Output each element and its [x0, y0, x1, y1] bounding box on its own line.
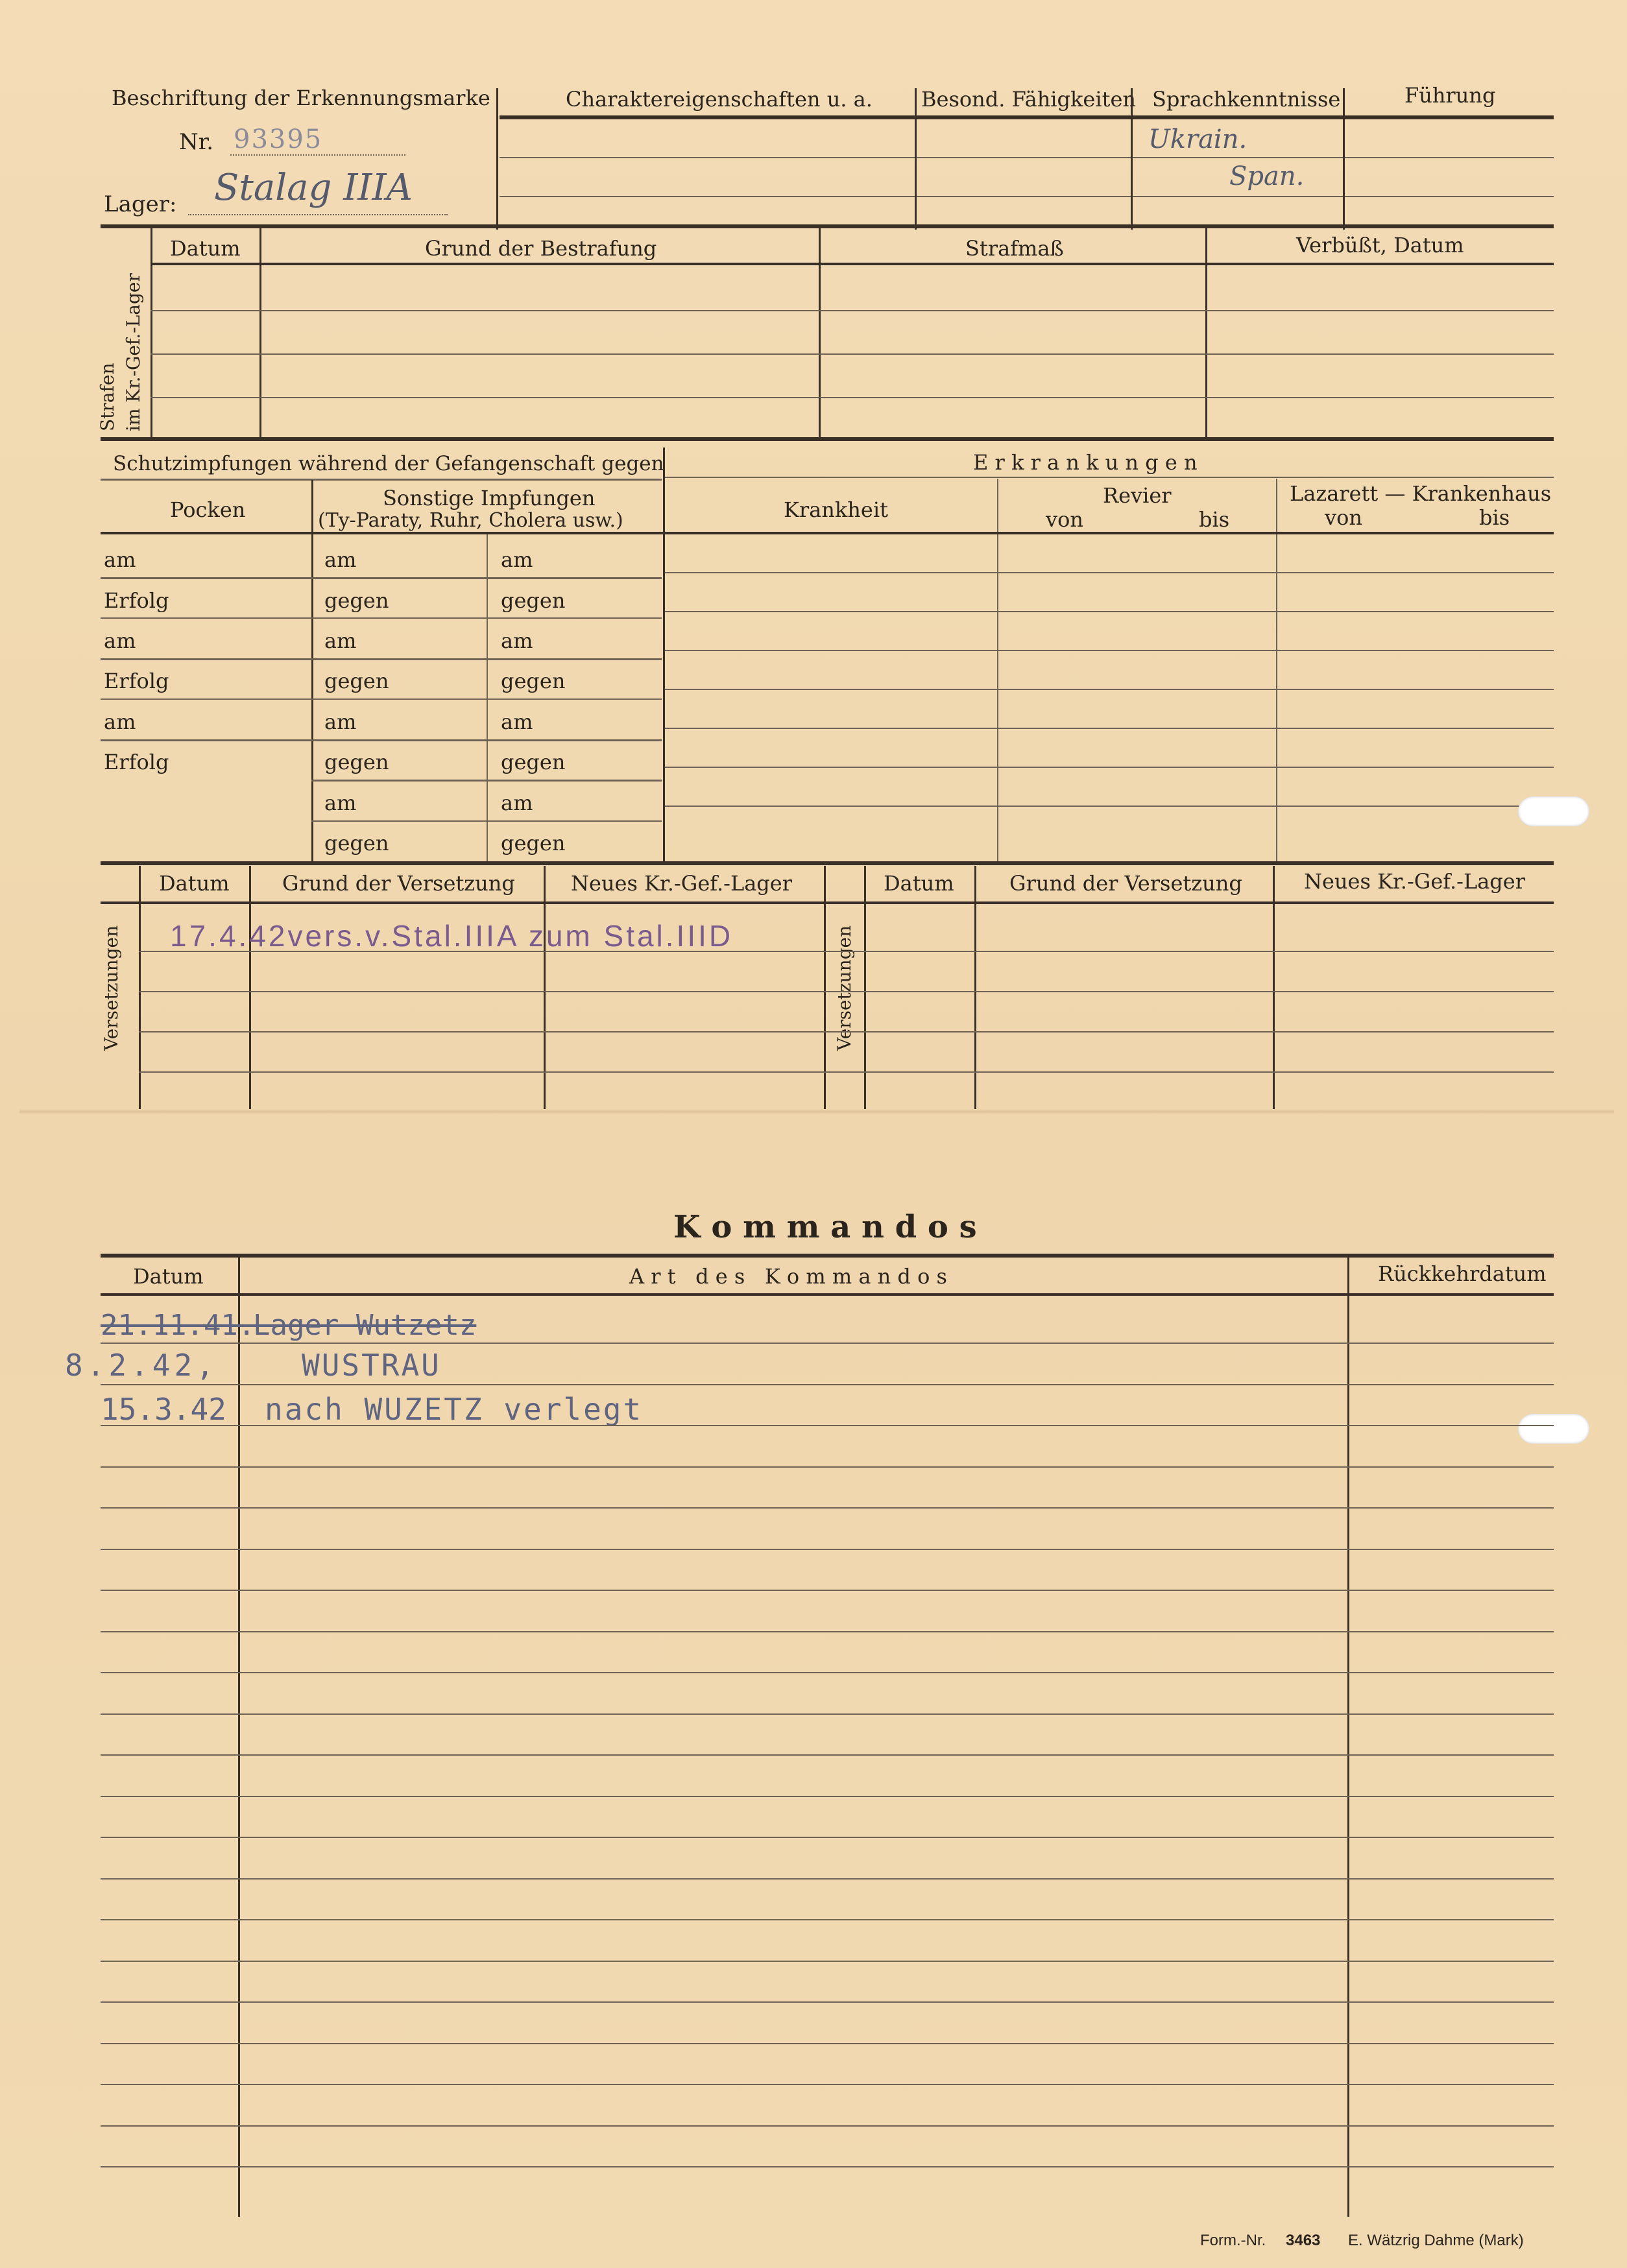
kom-row-rule [101, 1466, 1554, 1468]
label-lager: Lager: [104, 191, 177, 217]
sonst-gegen-1a: gegen [324, 588, 389, 613]
punch-hole-1 [1518, 796, 1589, 826]
impfungen-title: Schutzimpfungen während der Gefangenschaft gegen [113, 452, 664, 475]
strafen-col-verbuesst: Verbüßt, Datum [1296, 233, 1464, 257]
kom-entry-1-datum: 21.11.41. [101, 1309, 256, 1342]
kom-col-art: A r t d e s K o m m a n d o s [629, 1264, 947, 1289]
erk-col-lazarett: Lazarett — Krankenhaus [1290, 481, 1552, 506]
top-vline-4 [1343, 88, 1345, 230]
sonst-gegen-3b: gegen [501, 750, 566, 774]
impf-header-rule [101, 532, 1554, 534]
impf-bottom-rule [101, 861, 1554, 865]
erk-col-krankheit: Krankheit [784, 497, 888, 522]
erk-row-rule-7 [665, 806, 1554, 807]
vers-row-rule-2 [139, 991, 1554, 992]
kom-entry-2-datum: 8.2.42, [65, 1348, 218, 1383]
label-nr: Nr. [179, 129, 214, 155]
kom-entry-1-art: Lager Wutzetz [253, 1309, 477, 1342]
vers-row-rule-3 [139, 1031, 1554, 1033]
strafen-vline-1 [259, 228, 261, 439]
kom-row-rule [101, 2125, 1554, 2127]
sonst-am-2b: am [501, 628, 533, 653]
kom-row-rule [101, 1507, 1554, 1509]
erk-row-rule-1 [665, 572, 1554, 573]
pocken-am-1: am [104, 547, 136, 572]
col-sprach: Sprachkenntnisse [1152, 87, 1341, 112]
top-vline-1 [496, 88, 498, 230]
kom-row-rule [101, 1754, 1554, 1756]
vers-row-rule-4 [139, 1071, 1554, 1073]
kom-row-rule [101, 1796, 1554, 1797]
kom-row-rule [101, 1961, 1554, 1962]
footer-form-label: Form.-Nr. [1200, 2232, 1266, 2249]
erk-row-rule-5 [665, 728, 1554, 729]
kom-row-rule [101, 1343, 1554, 1344]
kom-row-rule [101, 1590, 1554, 1591]
erk-row-rule-3 [665, 650, 1554, 651]
kom-row-rule [101, 1713, 1554, 1715]
strafen-bottom-rule [101, 437, 1554, 441]
pocken-erfolg-2: Erfolg [104, 669, 169, 693]
impf-row-rule-5 [101, 739, 662, 741]
kom-row-rule [101, 2043, 1554, 2044]
nr-value: 93395 [234, 125, 323, 154]
strafen-side-label-1: Strafen [97, 363, 118, 431]
strafen-vline-3 [1205, 228, 1207, 439]
kom-row-rule [101, 2166, 1554, 2167]
punch-hole-2 [1518, 1414, 1589, 1444]
vers-header-rule [101, 901, 1554, 904]
col-fuehrung: Führung [1404, 83, 1496, 108]
paper-fold [19, 1109, 1614, 1114]
top-rule-1 [500, 157, 1554, 158]
sprach-value-2: Span. [1229, 161, 1305, 191]
erk-lazarett-von: von [1325, 505, 1362, 530]
vers-col-grund-right: Grund der Versetzung [1009, 871, 1242, 896]
strafen-col-grund: Grund der Bestrafung [425, 236, 657, 261]
sonst-gegen-3a: gegen [324, 750, 389, 774]
kom-vline-2 [1347, 1257, 1349, 2217]
sonst-gegen-1b: gegen [501, 588, 566, 613]
vers-entry: 17.4.42vers.v.Stal.IIIA zum Stal.IIID [170, 919, 734, 953]
lager-value: Stalag IIIA [214, 167, 413, 209]
kom-row-rule [101, 1425, 1554, 1426]
impf-row-rule-2 [101, 617, 662, 619]
impf-row-rule-4 [101, 698, 662, 700]
nr-dotted-line [230, 154, 405, 156]
kom-row-rule [101, 1549, 1554, 1550]
erkrankungen-title: E r k r a n k u n g e n [973, 450, 1198, 475]
strafen-vline-2 [819, 228, 821, 439]
strafen-col-datum: Datum [170, 236, 241, 261]
kommandos-title: K o m m a n d o s [673, 1209, 977, 1245]
impf-row-rule-3 [101, 658, 662, 660]
vers-col-datum-left: Datum [159, 871, 230, 896]
strafen-side-label-2: im Kr.-Gef.-Lager [123, 273, 144, 431]
erk-lazarett-bis: bis [1479, 505, 1510, 530]
sonst-gegen-4a: gegen [324, 831, 389, 855]
impf-col-sonstige-1: Sonstige Impfungen [383, 486, 596, 510]
kom-vline-1 [238, 1257, 240, 2217]
lager-dotted-line [188, 214, 448, 215]
kom-col-rueckkehr: Rückkehrdatum [1378, 1261, 1547, 1286]
vers-row-rule-1 [139, 951, 1554, 952]
impf-title-rule [101, 479, 662, 481]
strafen-rule-1 [151, 310, 1554, 311]
sonst-am-2a: am [324, 628, 357, 653]
vers-col-neues-right: Neues Kr.-Gef.-Lager [1304, 869, 1525, 894]
vers-col-grund-left: Grund der Versetzung [282, 871, 515, 896]
pocken-erfolg-1: Erfolg [104, 588, 169, 613]
kom-row-rule [101, 1384, 1554, 1385]
sonst-am-1a: am [324, 547, 357, 572]
kom-row-rule [101, 1672, 1554, 1673]
sprach-value-1: Ukrain. [1148, 125, 1247, 154]
vers-side-label-left: Versetzungen [101, 925, 122, 1051]
label-erkennungsmarke: Beschriftung der Erkennungsmarke [112, 86, 490, 110]
pocken-erfolg-3: Erfolg [104, 750, 169, 774]
kom-row-rule [101, 1631, 1554, 1632]
strafen-col-strafmass: Strafmaß [965, 236, 1064, 261]
sonst-gegen-2b: gegen [501, 669, 566, 693]
sonst-am-4a: am [324, 791, 357, 815]
sonst-am-3a: am [324, 710, 357, 734]
sonst-gegen-2a: gegen [324, 669, 389, 693]
sonst-am-3b: am [501, 710, 533, 734]
erk-col-revier: Revier [1103, 483, 1172, 508]
kom-entry-3-datum: 15.3.42 [101, 1392, 226, 1427]
erk-revier-von: von [1046, 507, 1083, 532]
impf-col-sonstige-2: (Ty-Paraty, Ruhr, Cholera usw.) [318, 509, 623, 532]
pocken-am-2: am [104, 628, 136, 653]
impf-erk-divider [663, 448, 665, 863]
kom-row-rule [101, 2001, 1554, 2003]
top-vline-2 [915, 88, 917, 230]
strafen-rule-2 [151, 353, 1554, 355]
kom-top-rule [101, 1254, 1554, 1258]
top-section-bottom-rule [101, 224, 1554, 228]
strafen-rule-3 [151, 397, 1554, 398]
col-charakter: Charaktereigenschaften u. a. [566, 87, 873, 112]
strafen-header-rule [151, 263, 1554, 265]
kom-header-rule [101, 1293, 1554, 1296]
sonst-gegen-4b: gegen [501, 831, 566, 855]
erk-row-rule-2 [665, 611, 1554, 612]
impf-col-pocken: Pocken [170, 497, 246, 522]
kom-row-rule [101, 1837, 1554, 1838]
erk-row-rule-4 [665, 689, 1554, 690]
col-faehigkeiten: Besond. Fähigkeiten [921, 87, 1136, 112]
vers-col-neues-left: Neues Kr.-Gef.-Lager [571, 871, 792, 896]
impf-row-rule-6 [311, 780, 662, 782]
kom-entry-3-art: nach WUZETZ verlegt [265, 1392, 644, 1427]
kom-row-rule [101, 1878, 1554, 1880]
erk-row-rule-6 [665, 767, 1554, 768]
footer-form-nr: 3463 [1286, 2232, 1321, 2249]
vers-side-label-right: Versetzungen [834, 925, 855, 1051]
impf-vline-1 [311, 480, 313, 863]
vers-col-datum-right: Datum [884, 871, 954, 896]
footer-printer: E. Wätzrig Dahme (Mark) [1348, 2232, 1524, 2249]
kom-entry-2-art: WUSTRAU [302, 1348, 441, 1383]
impf-row-rule-1 [101, 577, 662, 579]
kom-col-datum: Datum [133, 1264, 204, 1289]
kom-row-rule [101, 1919, 1554, 1920]
pocken-am-3: am [104, 710, 136, 734]
sonst-am-1b: am [501, 547, 533, 572]
sonst-am-4b: am [501, 791, 533, 815]
impf-row-rule-7 [311, 820, 662, 822]
erk-revier-bis: bis [1199, 507, 1230, 532]
top-vline-3 [1131, 88, 1133, 230]
top-rule-2 [500, 196, 1554, 197]
kom-row-rule [101, 2084, 1554, 2085]
top-header-rule [500, 115, 1554, 119]
strafen-vline-0 [151, 228, 152, 439]
erk-title-rule [665, 477, 1554, 478]
